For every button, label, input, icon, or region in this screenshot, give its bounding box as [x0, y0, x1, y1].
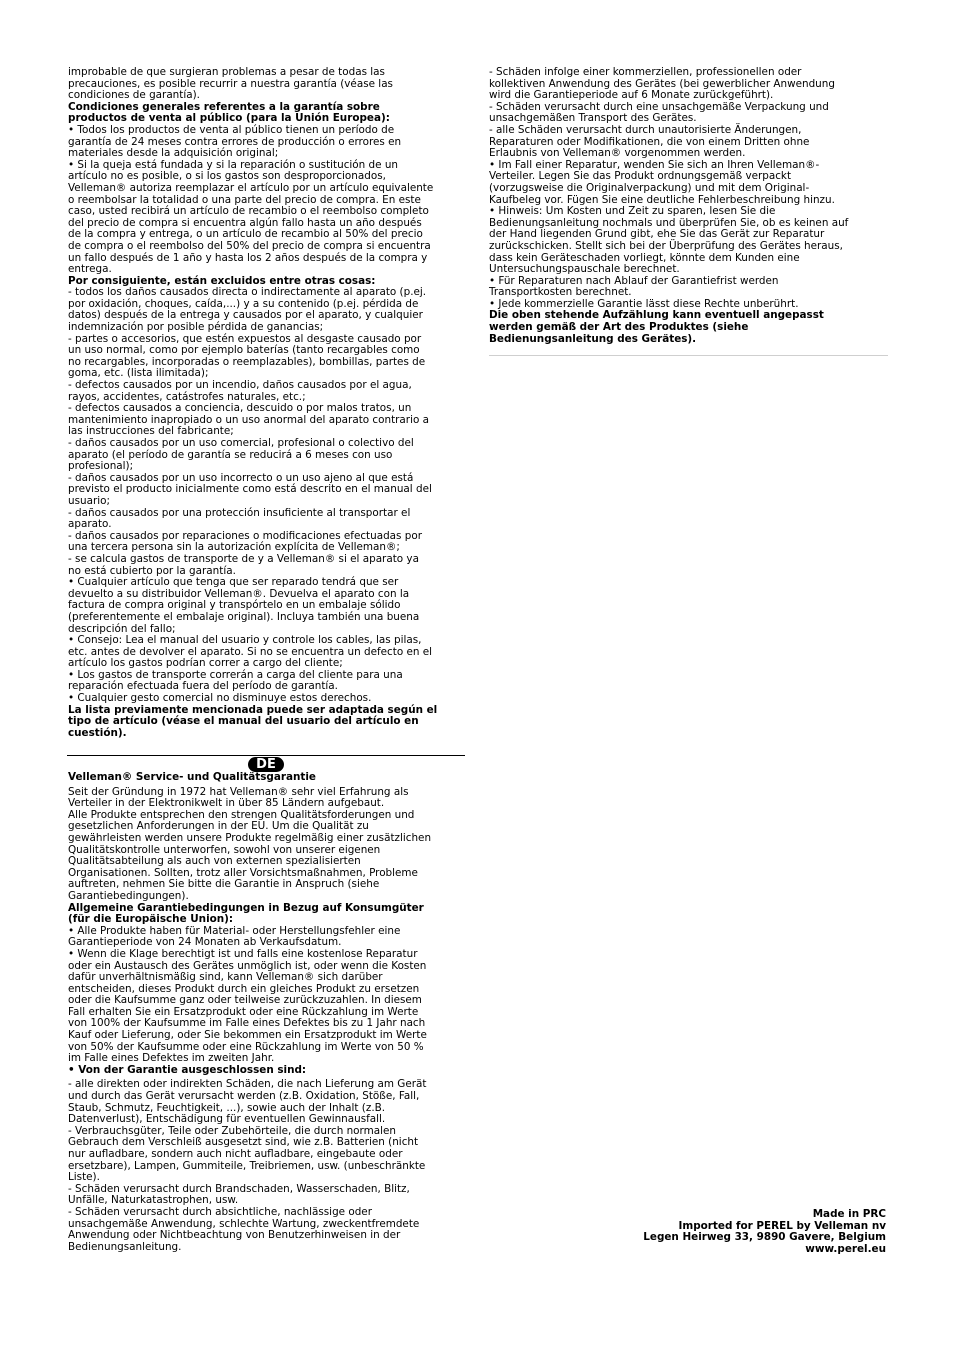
de-excluded-heading: • Von der Garantie ausgeschlossen sind:	[68, 1063, 307, 1076]
es-conditions-heading: Condiciones generales referentes a la garantía sobre productos de venta al público (para la Unión Europea):	[68, 100, 390, 125]
es-conditions-text: • Todos los productos de venta al público tienen un período de garantía de 24 meses contra errores de producción o errores en materiales desde la adquisición original; • Si la queja está fundada y si la reparación o sustitución de un artículo no es posible, o si los gastos son desproporcionados, Velleman® autoriza reemplazar el artículo por un artículo equivalente o reembolsar la totalidad o una parte del precio de compra. En este caso, usted recibirá un artículo de recambio o el reembolso completo del precio de compra si encuentra algún fallo hasta un año después de la compra y entrega, o un artículo de recambio al 50% del precio de compra o el reembolso del 50% del precio de compra si encuentra un fallo después de 1 año y hasta los 2 años después de la compra y entrega.	[68, 123, 434, 276]
right-column-rule	[489, 355, 888, 356]
left-column	[68, 67, 464, 739]
de-excluded-text: - alle direkten oder indirekten Schäden, die nach Lieferung am Gerät und durch das Gerät verursacht werden (z.B. Oxidation, Stöße, Fall, Staub, Schmutz, Feuchtigkeit, ...), sowie auch der Inhalt (z.B. Datenverlust), Entschädigung für eventuellen Gewinnausfall. - Verbrauchsgüter, Teile oder Zubehörteile, die durch normalen Gebrauch dem Verschleiß ausgesetzt sind, wie z.B. Batterien (nicht nur aufladbare, sondern auch nicht aufladbare, eingebaute oder ersetzbare), Lampen, Gummiteile, Treibriemen, usw. (unbeschränkte Liste). - Schäden verursacht durch Brandschaden, Wasserschaden, Blitz, Unfälle, Naturkatastrophen, usw. - Schäden verursacht durch absichtliche, nachlässige oder unsachgemäße Anwendung, schlechte Wartung, zweckentfremdete Anwendung oder Nichtbeachtung von Benutzerhinweisen in der Bedienungsanleitung.	[68, 1078, 427, 1253]
de-section	[68, 772, 464, 1253]
es-closing: La lista previamente mencionada puede ser adaptada según el tipo de artículo (véase el manual del usuario del artículo en cuestión).	[68, 703, 438, 739]
section-divider	[67, 755, 465, 756]
footer	[643, 1209, 886, 1255]
de-intro: Seit der Gründung in 1972 hat Velleman® sehr viel Erfahrung als Verteiler in der Elektronikwelt in über 85 Ländern aufgebaut. Alle Produkte entsprechen den strengen Qualitätsforderungen und gesetzlichen Anforderungen in der EU. Um die Qualität zu gewährleisten werden unsere Produkte regelmäßig einer zusätzlichen Qualitätskontrolle unterworfen, sowohl von unserer eigenen Qualitätsabteilung als auch von externen spezialisierten Organisationen. Sollten, trotz aller Vorsichtsmaßnahmen, Probleme auftreten, nehmen Sie bitte die Garantie in Anspruch (siehe Garantiebedingungen).	[68, 785, 432, 902]
language-badge-de: DE	[248, 757, 284, 772]
right-column	[489, 67, 885, 345]
es-intro: improbable de que surgieran problemas a pesar de todas las precauciones, es posible recurrir a nuestra garantía (véase las condiciones de garantía).	[68, 66, 393, 102]
de-closing: Die oben stehende Aufzählung kann eventuell angepasst werden gemäß der Art des Produktes (siehe Bedienungsanleitung des Gerätes).	[489, 309, 824, 345]
de-right-text: - Schäden infolge einer kommerziellen, professionellen oder kollektiven Anwendung des Gerätes (bei gewerblicher Anwendung wird die Garantieperiode auf 6 Monate zurückgeführt). - Schäden verursacht durch eine unsachgemäße Verpackung und unsachgemäßen Transport des Gerätes. - alle Schäden verursacht durch unautorisierte Änderungen, Reparaturen oder Modifikationen, die von einem Dritten ohne Erlaubnis von Velleman® vorgenommen werden. • Im Fall einer Reparatur, wenden Sie sich an Ihren Velleman®- Verteiler. Legen Sie das Produkt ordnungsgemäß verpackt (vorzugsweise die Originalverpackung) und mit dem Original- Kaufbeleg vor. Fügen Sie eine deutliche Fehlerbeschreibung hinzu. • Hinweis: Um Kosten und Zeit zu sparen, lesen Sie die Bedienungsanleitung nochmals und überprüfen Sie, ob es keinen auf der Hand liegenden Grund gibt, ehe Sie das Gerät zur Reparatur zurückschicken. Stellt sich bei der Überprüfung des Gerätes heraus, dass kein Geräteschaden vorliegt, könnte dem Kunden eine Untersuchungspauschale berechnet. • Für Reparaturen nach Ablauf der Garantiefrist werden Transportkosten berechnet. • Jede kommerzielle Garantie lässt diese Rechte unberührt.	[489, 66, 849, 310]
address: Legen Heirweg 33, 9890 Gavere, Belgium	[643, 1231, 886, 1244]
es-excluded-text: - todos los daños causados directa o indirectamente al aparato (p.ej. por oxidación, choques, caída,...) y a su contenido (p.ej. pérdida de datos) después de la entrega y causados por el aparato, y cualquier indemnización por posible pérdida de ganancias; - partes o accesorios, que estén expuestos al desgaste causado por un uso normal, como por ejemplo baterías (tanto recargables como no recargables, incorporadas o reemplazables), bombillas, partes de goma, etc. (lista ilimitada); - defectos causados por un incendio, daños causados por el agua, rayos, accidentes, catástrofes naturales, etc.; - defectos causados a conciencia, descuido o por malos tratos, un mantenimiento inapropiado o un uso anormal del aparato contrario a las instrucciones del fabricante; - daños causados por un uso comercial, profesional o colectivo del aparato (el período de garantía se reducirá a 6 meses con uso profesional); - daños causados por un uso incorrecto o un uso ajeno al que está previsto el producto inicialmente como está descrito en el manual del usuario; - daños causados por una protección insuficiente al transportar el aparato. - daños causados por reparaciones o modificaciones efectuadas por una tercera persona sin la autorización explícita de Velleman®; - se calcula gastos de transporte de y a Velleman® si el aparato ya no está cubierto por la garantía. • Cualquier artículo que tenga que ser reparado tendrá que ser devuelto a su distribuidor Velleman®. Devuelva el aparato con la factura de compra original y transpórtelo en un embalaje sólido (preferentemente el embalaje original). Incluya también una buena descripción del fallo; • Consejo: Lea el manual del usuario y controle los cables, las pilas, etc. antes de devolver el aparato. Si no se encuentra un defecto en el artículo los gastos podrían correr a cargo del cliente; • Los gastos de transporte correrán a carga del cliente para una reparación efectuada fuera del período de garantía. • Cualquier gesto comercial no disminuye estos derechos.	[68, 286, 433, 705]
website-link[interactable]: www.perel.eu	[805, 1242, 886, 1255]
es-excluded-heading: Por consiguiente, están excluidos entre otras cosas:	[68, 274, 376, 287]
de-conditions-text: • Alle Produkte haben für Material- oder Herstellungsfehler eine Garantieperiode von 24 Monaten ab Verkaufsdatum. • Wenn die Klage berechtigt ist und falls eine kostenlose Reparatur oder ein Austausch des Gerätes unmöglich ist, oder wenn die Kosten dafür unverhältnismäßig sind, kann Velleman® sich darüber entscheiden, dieses Produkt durch ein gleiches Produkt zu ersetzen oder die Kaufsumme ganz oder teilweise zurückzuzahlen. In diesem Fall erhalten Sie ein Ersatzprodukt oder eine Rückzahlung im Werte von 100% der Kaufsumme im Falle eines Defektes bis zu 1 Jahr nach Kauf oder Lieferung, oder Sie bekommen ein Ersatzprodukt im Werte von 50% der Kaufsumme oder eine Rückzahlung im Werte von 50 % im Falle eines Defektes im zweiten Jahr.	[68, 924, 427, 1065]
imported-by: Imported for PEREL by Velleman nv	[678, 1219, 886, 1232]
made-in: Made in PRC	[812, 1208, 886, 1220]
de-conditions-heading: Allgemeine Garantiebedingungen in Bezug auf Konsumgüter (für die Europäische Union):	[68, 901, 424, 926]
de-title: Velleman® Service- und Qualitätsgarantie	[68, 771, 316, 783]
